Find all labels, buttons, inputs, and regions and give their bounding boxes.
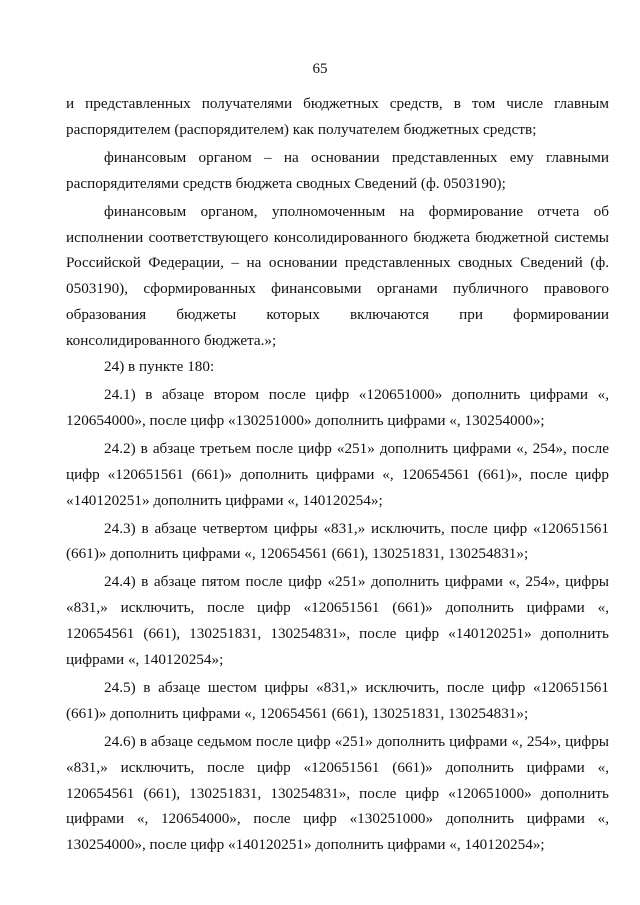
paragraph-item-24-1: 24.1) в абзаце втором после цифр «120651000» дополнить цифрами «, 120654000», после цифр «130251000» дополнить цифрами «, 130254000»; <box>66 385 609 429</box>
paragraph-item-24-6: 24.6) в абзаце седьмом после цифр «251» дополнить цифрами «, 254», цифры «831,» исключить, после цифр «120651561 (661)» дополнить цифрами «, 120654561 (661), 130251831, 130254831», после цифр «120651000» дополнить цифрами «, 120654000», после цифр «130251000» дополнить цифрами «, 130254000», после цифр «140120251» дополнить цифрами «, 140120254»; <box>66 732 609 854</box>
paragraph-authorized-financial-body: финансовым органом, уполномоченным на формирование отчета об исполнении соответствующего консолидированного бюджета бюджетной системы Российской Федерации, – на основании представленных сводных Сведений (ф. 0503190), сформированных финансовыми органами публичного правового образования бюджеты которых включаются при формировании консолидированного бюджета.»; <box>66 202 609 350</box>
paragraph-recipients-continuation: и представленных получателями бюджетных средств, в том числе главным распорядителем (распорядителем) как получателем бюджетных средств; <box>66 95 609 138</box>
paragraph-item-24-5: 24.5) в абзаце шестом цифры «831,» исключить, после цифр «120651561 (661)» дополнить цифрами «, 120654561 (661), 130251831, 130254831»; <box>66 678 609 722</box>
paragraph-item-24-3: 24.3) в абзаце четвертом цифры «831,» исключить, после цифр «120651561 (661)» дополнить цифрами «, 120654561 (661), 130251831, 130254831»; <box>66 519 609 563</box>
paragraph-financial-body: финансовым органом – на основании представленных ему главными распорядителями средств бюджета сводных Сведений (ф. 0503190); <box>66 148 609 192</box>
paragraph-item-24: 24) в пункте 180: <box>104 358 215 376</box>
page-number: 65 <box>312 61 328 77</box>
document-body <box>66 91 609 858</box>
paragraph-item-24-4: 24.4) в абзаце пятом после цифр «251» дополнить цифрами «, 254», цифры «831,» исключить, после цифр «120651561 (661)» дополнить цифрами «, 120654561 (661), 130251831, 130254831», после цифр «140120251» дополнить цифрами «, 140120254»; <box>66 573 609 669</box>
paragraph-item-24-2: 24.2) в абзаце третьем после цифр «251» дополнить цифрами «, 254», после цифр «120651561 (661)» дополнить цифрами «, 120654561 (661)», после цифр «140120251» дополнить цифрами «, 140120254»; <box>66 439 609 509</box>
